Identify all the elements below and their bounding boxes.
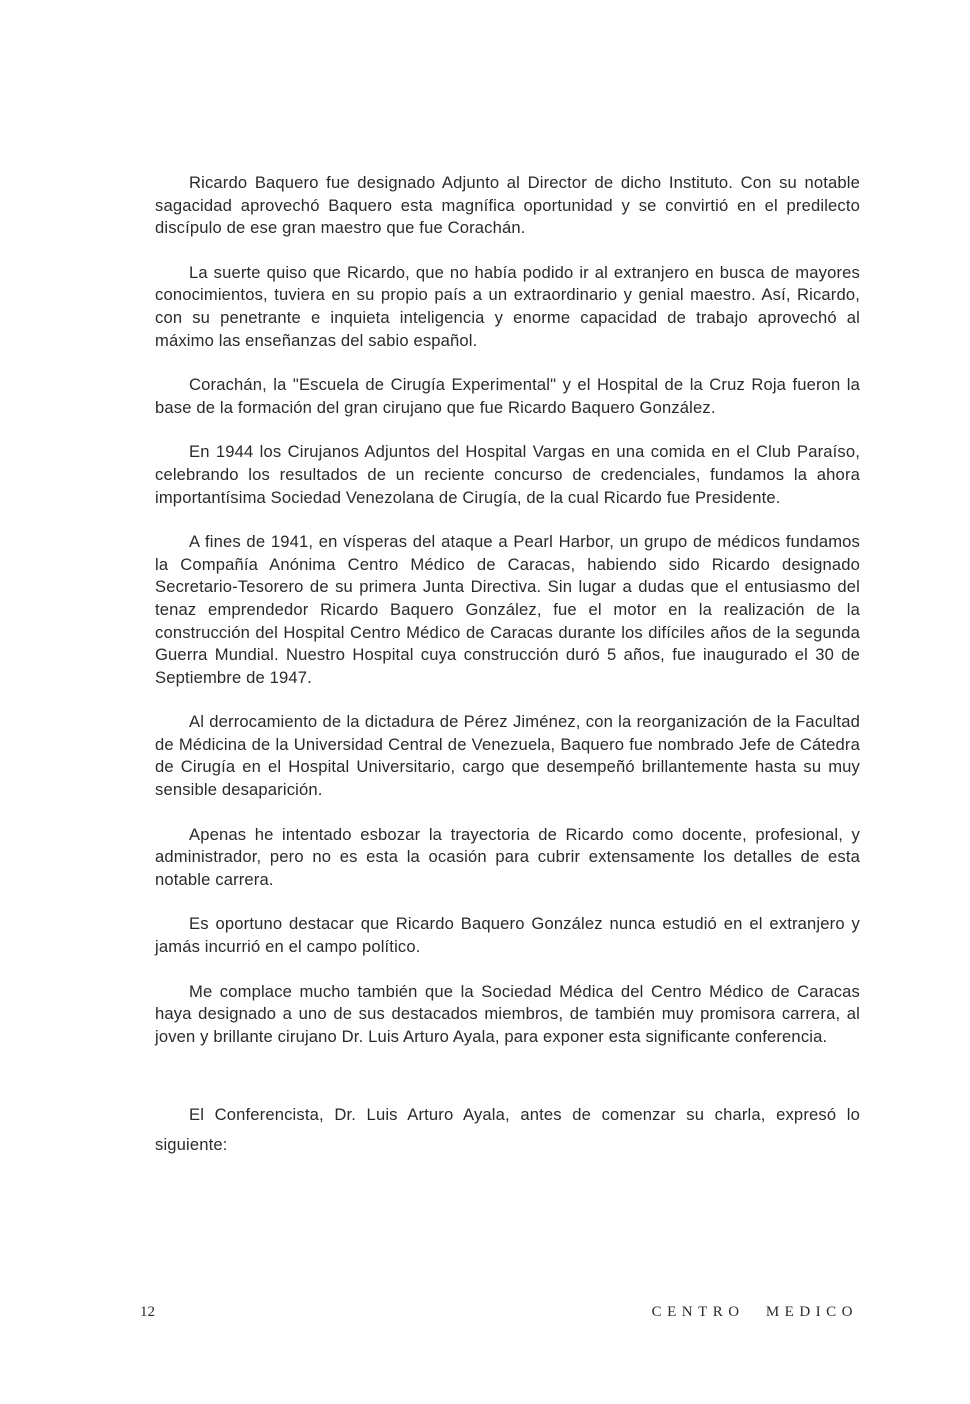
paragraph-10: El Conferencista, Dr. Luis Arturo Ayala, antes de comenzar su charla, expresó lo siguiente: [155, 1105, 860, 1155]
paragraph-1: Ricardo Baquero fue designado Adjunto al Director de dicho Instituto. Con su notable sagacidad aprovechó Baquero esta magnífica oportunidad y se convirtió en el predilecto discípulo de ese gran maestro que fue Corachán. [155, 173, 860, 238]
journal-name: CENTRO MEDICO [651, 1304, 858, 1320]
paragraph-7: Apenas he intentado esbozar la trayectoria de Ricardo como docente, profesional, y administrador, pero no es esta la ocasión para cubrir extensamente los detalles de esta notable carrera. [155, 824, 860, 889]
page-number: 12 [140, 1304, 155, 1320]
page-footer [140, 1304, 858, 1328]
paragraph-6: Al derrocamiento de la dictadura de Pérez Jiménez, con la reorganización de la Facultad de Médicina de la Universidad Central de Venezuela, Baquero fue nombrado Jefe de Cátedra de Cirugía en el Hospital Universitario, cargo que desempeñó brillantemente hasta su muy sensible desaparición. [155, 712, 860, 800]
paragraph-9: Me complace mucho también que la Sociedad Médica del Centro Médico de Caracas haya designado a uno de sus destacados miembros, de también muy promisora carrera, al joven y brillante cirujano Dr. Luis Arturo Ayala, para exponer esta significante conferencia. [155, 981, 860, 1046]
paragraph-3: Corachán, la "Escuela de Cirugía Experimental" y el Hospital de la Cruz Roja fueron la base de la formación del gran cirujano que fue Ricardo Baquero González. [155, 375, 860, 417]
paragraph-5: A fines de 1941, en vísperas del ataque a Pearl Harbor, un grupo de médicos fundamos la Compañía Anónima Centro Médico de Caracas, habiendo sido Ricardo designado Secretario-Tesorero de su primera Junta Directiva. Sin lugar a dudas que el entusiasmo del tenaz emprendedor Ricardo Baquero González, fue el motor en la realización de la construcción del Hospital Centro Médico de Caracas durante los difíciles años de la segunda Guerra Mundial. Nuestro Hospital cuya construcción duró 5 años, fue inaugurado el 30 de Septiembre de 1947. [155, 532, 860, 687]
paragraph-2: La suerte quiso que Ricardo, que no había podido ir al extranjero en busca de mayores conocimientos, tuviera en su propio país a un extraordinario y genial maestro. Así, Ricardo, con su penetrante e inquieta inteligencia y enorme capacidad de trabajo aprovechó al máximo las enseñanzas del sabio español. [155, 262, 860, 350]
paragraph-8: Es oportuno destacar que Ricardo Baquero González nunca estudió en el extranjero y jamás incurrió en el campo político. [155, 914, 860, 957]
paragraph-4: En 1944 los Cirujanos Adjuntos del Hospital Vargas en una comida en el Club Paraíso, celebrando los resultados de un reciente concurso de credenciales, fundamos la ahora importantísima Sociedad Venezolana de Cirugía, de la cual Ricardo fue Presidente. [155, 442, 860, 507]
page-body [155, 172, 860, 1182]
